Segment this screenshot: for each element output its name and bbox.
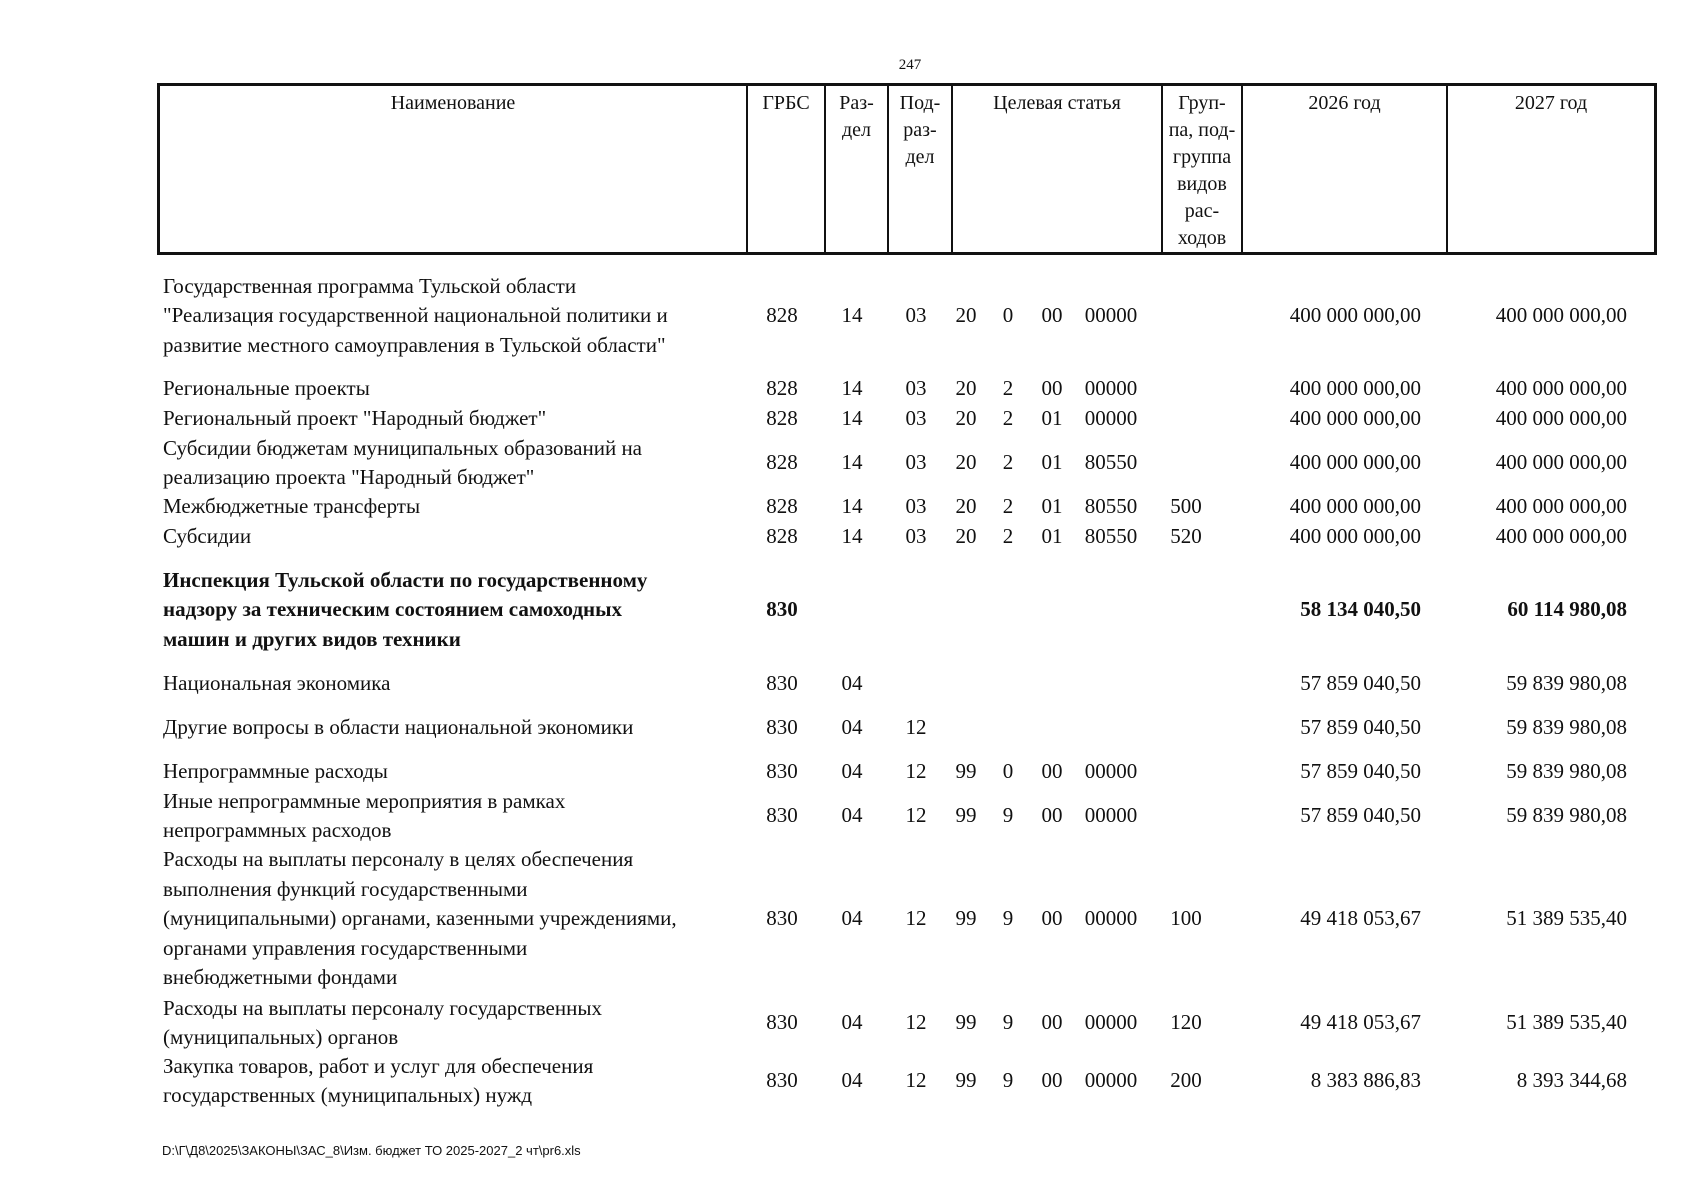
cell-name: [157, 787, 747, 846]
cell-razdel: 14: [841, 303, 863, 328]
cell-name: [157, 994, 747, 1053]
cell-amount-2027: 59 839 980,08: [1506, 759, 1627, 784]
cell-amount-2027: 400 000 000,00: [1495, 303, 1627, 328]
cell-name-line: Непрограммные расходы: [163, 759, 388, 784]
cell-razdel: 14: [841, 494, 863, 519]
header-name: Наименование: [160, 86, 748, 252]
header-podrazdel-line: Под-: [899, 92, 941, 114]
cell-amount-2026: 400 000 000,00: [1289, 376, 1421, 401]
header-razdel-line: Раз-: [839, 92, 874, 114]
header-gruppa-line: видов: [1177, 173, 1227, 195]
cell-name: [157, 845, 747, 993]
cell-razdel: 04: [841, 906, 863, 931]
cell-target-program: 20: [955, 450, 977, 475]
cell-name: [157, 566, 747, 655]
cell-podrazdel: 03: [905, 406, 927, 431]
cell-name-line: (муниципальных) органов: [163, 1025, 399, 1049]
cell-amount-2027: 400 000 000,00: [1495, 494, 1627, 519]
cell-target-code: 00000: [1084, 406, 1138, 431]
cell-amount-2027: 400 000 000,00: [1495, 376, 1627, 401]
cell-podrazdel: 03: [905, 303, 927, 328]
table-row: [157, 1052, 1657, 1111]
cell-target-type: 2: [1002, 376, 1014, 401]
cell-grbs: 830: [766, 1068, 798, 1093]
cell-amount-2026: 8 383 886,83: [1310, 1068, 1421, 1093]
cell-razdel: 04: [841, 759, 863, 784]
cell-target-direction: 00: [1041, 803, 1063, 828]
cell-podrazdel: 03: [905, 376, 927, 401]
cell-target-direction: 00: [1041, 1068, 1063, 1093]
cell-podrazdel: 03: [905, 524, 927, 549]
cell-podrazdel: 03: [905, 450, 927, 475]
cell-name-line: государственных (муниципальных) нужд: [163, 1083, 533, 1107]
cell-name-line: Расходы на выплаты персоналу в целях обеспечения: [163, 847, 634, 872]
cell-amount-2027: 59 839 980,08: [1506, 715, 1627, 740]
cell-podrazdel: 03: [905, 494, 927, 519]
header-celevaya-statya: Целевая статья: [953, 86, 1163, 252]
cell-expense-group: 120: [1170, 1010, 1202, 1035]
header-razdel: [826, 86, 889, 252]
cell-target-code: 00000: [1084, 1068, 1138, 1093]
cell-grbs: 830: [766, 759, 798, 784]
cell-grbs: 828: [766, 406, 798, 431]
cell-name-line: выполнения функций государственными: [163, 876, 528, 901]
cell-amount-2026: 57 859 040,50: [1300, 715, 1421, 740]
cell-target-program: 99: [955, 803, 977, 828]
cell-expense-group: 100: [1170, 906, 1202, 931]
cell-amount-2027: 59 839 980,08: [1506, 671, 1627, 696]
cell-name: [157, 434, 747, 493]
cell-amount-2027: 59 839 980,08: [1506, 803, 1627, 828]
cell-amount-2026: 400 000 000,00: [1289, 406, 1421, 431]
cell-name: [157, 492, 747, 522]
cell-name-line: (муниципальными) органами, казенными учреждениями,: [163, 906, 677, 931]
cell-razdel: 04: [841, 671, 863, 696]
table-header: [157, 83, 1657, 255]
header-gruppa-line: Груп-: [1178, 92, 1226, 114]
cell-amount-2027: 60 114 980,08: [1507, 597, 1627, 622]
cell-expense-group: 200: [1170, 1068, 1202, 1093]
header-gruppa-line: группа: [1172, 146, 1232, 168]
cell-target-type: 0: [1002, 759, 1014, 784]
cell-name: [157, 374, 747, 404]
cell-target-direction: 01: [1041, 524, 1063, 549]
cell-amount-2027: 400 000 000,00: [1495, 406, 1627, 431]
cell-grbs: 830: [766, 1010, 798, 1035]
cell-name-line: Субсидии бюджетам муниципальных образований на: [163, 435, 643, 460]
cell-amount-2026: 57 859 040,50: [1300, 759, 1421, 784]
cell-grbs: 830: [766, 715, 798, 740]
table-row: [157, 757, 1657, 787]
cell-podrazdel: 12: [905, 1010, 927, 1035]
header-razdel-line: дел: [841, 119, 872, 141]
cell-grbs: 828: [766, 303, 798, 328]
cell-name-line: Иные непрограммные мероприятия в рамках: [163, 788, 566, 813]
cell-amount-2026: 58 134 040,50: [1300, 597, 1421, 622]
cell-target-program: 20: [955, 303, 977, 328]
cell-target-code: 00000: [1084, 303, 1138, 328]
cell-name-line: Национальная экономика: [163, 671, 391, 696]
cell-target-code: 80550: [1084, 450, 1138, 475]
cell-name: [157, 522, 747, 552]
cell-name-line: внебюджетными фондами: [163, 965, 398, 990]
table-row: [157, 522, 1657, 552]
table-row: [157, 669, 1657, 699]
cell-name-line: машин и других видов техники: [163, 626, 461, 651]
cell-target-direction: 00: [1041, 759, 1063, 784]
cell-name: [157, 757, 747, 787]
cell-razdel: 04: [841, 1010, 863, 1035]
cell-target-program: 99: [955, 1068, 977, 1093]
cell-razdel: 14: [841, 376, 863, 401]
cell-target-type: 9: [1002, 906, 1014, 931]
cell-target-program: 20: [955, 494, 977, 519]
cell-target-code: 80550: [1084, 524, 1138, 549]
cell-name: [157, 713, 747, 743]
cell-amount-2027: 400 000 000,00: [1495, 450, 1627, 475]
cell-grbs: 828: [766, 494, 798, 519]
cell-target-direction: 01: [1041, 494, 1063, 519]
cell-name-line: непрограммных расходов: [163, 818, 392, 842]
cell-podrazdel: 12: [905, 803, 927, 828]
cell-podrazdel: 12: [905, 759, 927, 784]
cell-grbs: 828: [766, 376, 798, 401]
cell-expense-group: 520: [1170, 524, 1202, 549]
cell-name-line: Другие вопросы в области национальной экономики: [163, 715, 634, 740]
cell-razdel: 14: [841, 524, 863, 549]
cell-amount-2026: 400 000 000,00: [1289, 450, 1421, 475]
cell-grbs: 828: [766, 450, 798, 475]
cell-target-type: 0: [1002, 303, 1014, 328]
header-gruppa-line: па, под-: [1168, 119, 1236, 141]
cell-razdel: 04: [841, 803, 863, 828]
cell-name-line: Расходы на выплаты персоналу государственных: [163, 995, 602, 1020]
cell-target-direction: 00: [1041, 906, 1063, 931]
table-row: [157, 787, 1657, 846]
cell-razdel: 04: [841, 715, 863, 740]
table-row: [157, 272, 1657, 361]
cell-name-line: "Реализация государственной национальной политики и: [163, 303, 668, 328]
cell-amount-2026: 400 000 000,00: [1289, 494, 1421, 519]
cell-grbs: 830: [766, 597, 798, 622]
cell-target-program: 99: [955, 759, 977, 784]
header-year-2027: 2027 год: [1514, 92, 1588, 114]
cell-podrazdel: 12: [905, 715, 927, 740]
cell-target-program: 20: [955, 524, 977, 549]
cell-target-program: 99: [955, 906, 977, 931]
cell-podrazdel: 12: [905, 906, 927, 931]
cell-name: [157, 404, 747, 434]
cell-name: [157, 272, 747, 361]
cell-grbs: 830: [766, 906, 798, 931]
cell-target-direction: 00: [1041, 376, 1063, 401]
cell-target-code: 00000: [1084, 803, 1138, 828]
cell-name-line: развитие местного самоуправления в Тульской области": [163, 332, 666, 357]
cell-target-code: 00000: [1084, 376, 1138, 401]
cell-name-line: Региональные проекты: [163, 376, 370, 401]
cell-target-type: 9: [1002, 1068, 1014, 1093]
cell-target-program: 20: [955, 376, 977, 401]
cell-amount-2027: 8 393 344,68: [1516, 1068, 1627, 1093]
cell-target-direction: 01: [1041, 450, 1063, 475]
cell-podrazdel: 12: [905, 1068, 927, 1093]
header-podrazdel: [889, 86, 953, 252]
table-row: [157, 404, 1657, 434]
cell-target-type: 2: [1002, 494, 1014, 519]
cell-name-line: Закупка товаров, работ и услуг для обеспечения: [163, 1053, 594, 1078]
cell-name-line: Инспекция Тульской области по государственному: [163, 567, 648, 592]
cell-grbs: 830: [766, 803, 798, 828]
header-podrazdel-line: дел: [905, 146, 935, 168]
cell-name-line: надзору за техническим состоянием самоходных: [163, 597, 623, 622]
table-row: [157, 566, 1657, 655]
header-gruppa-line: ходов: [1177, 227, 1227, 249]
cell-name-line: Субсидии: [163, 524, 252, 549]
cell-amount-2026: 400 000 000,00: [1289, 303, 1421, 328]
header-podrazdel-line: раз-: [903, 119, 937, 141]
cell-name: [157, 1052, 747, 1111]
file-path-footer: D:\Г\Д8\2025\ЗАКОНЫ\ЗАС_8\Изм. бюджет ТО 2025-2027_2 чт\pr6.xls: [162, 1143, 581, 1158]
cell-target-code: 80550: [1084, 494, 1138, 519]
cell-target-type: 9: [1002, 1010, 1014, 1035]
cell-target-code: 00000: [1084, 906, 1138, 931]
cell-amount-2026: 57 859 040,50: [1300, 671, 1421, 696]
cell-expense-group: 500: [1170, 494, 1202, 519]
header-grbs: ГРБС: [748, 86, 826, 252]
cell-name-line: органами управления государственными: [163, 935, 528, 960]
table-row: [157, 434, 1657, 493]
table-row: [157, 374, 1657, 404]
cell-target-code: 00000: [1084, 759, 1138, 784]
cell-amount-2026: 49 418 053,67: [1300, 906, 1421, 931]
header-gruppa: [1163, 86, 1243, 252]
cell-razdel: 14: [841, 450, 863, 475]
cell-target-program: 20: [955, 406, 977, 431]
header-year-2026: 2026 год: [1243, 86, 1448, 252]
cell-target-type: 2: [1002, 406, 1014, 431]
cell-razdel: 04: [841, 1068, 863, 1093]
cell-name-line: реализацию проекта "Народный бюджет": [163, 465, 535, 489]
header-gruppa-line: рас-: [1184, 200, 1220, 222]
cell-razdel: 14: [841, 406, 863, 431]
cell-target-type: 2: [1002, 450, 1014, 475]
cell-name-line: Межбюджетные трансферты: [163, 494, 421, 519]
cell-target-program: 99: [955, 1010, 977, 1035]
cell-amount-2027: 400 000 000,00: [1495, 524, 1627, 549]
cell-grbs: 830: [766, 671, 798, 696]
cell-amount-2027: 51 389 535,40: [1506, 1010, 1627, 1035]
cell-amount-2026: 57 859 040,50: [1300, 803, 1421, 828]
cell-target-type: 9: [1002, 803, 1014, 828]
cell-target-direction: 00: [1041, 1010, 1063, 1035]
cell-grbs: 828: [766, 524, 798, 549]
table-row: [157, 845, 1657, 993]
cell-amount-2026: 400 000 000,00: [1289, 524, 1421, 549]
table-row: [157, 492, 1657, 522]
cell-name: [157, 669, 747, 699]
cell-target-type: 2: [1002, 524, 1014, 549]
table-row: [157, 713, 1657, 743]
cell-amount-2026: 49 418 053,67: [1300, 1010, 1421, 1035]
cell-target-code: 00000: [1084, 1010, 1138, 1035]
table-row: [157, 994, 1657, 1053]
cell-name-line: Региональный проект "Народный бюджет": [163, 406, 547, 431]
cell-target-direction: 00: [1041, 303, 1063, 328]
cell-name-line: Государственная программа Тульской области: [163, 273, 577, 298]
cell-target-direction: 01: [1041, 406, 1063, 431]
cell-amount-2027: 51 389 535,40: [1506, 906, 1627, 931]
page-number: 247: [898, 57, 922, 73]
